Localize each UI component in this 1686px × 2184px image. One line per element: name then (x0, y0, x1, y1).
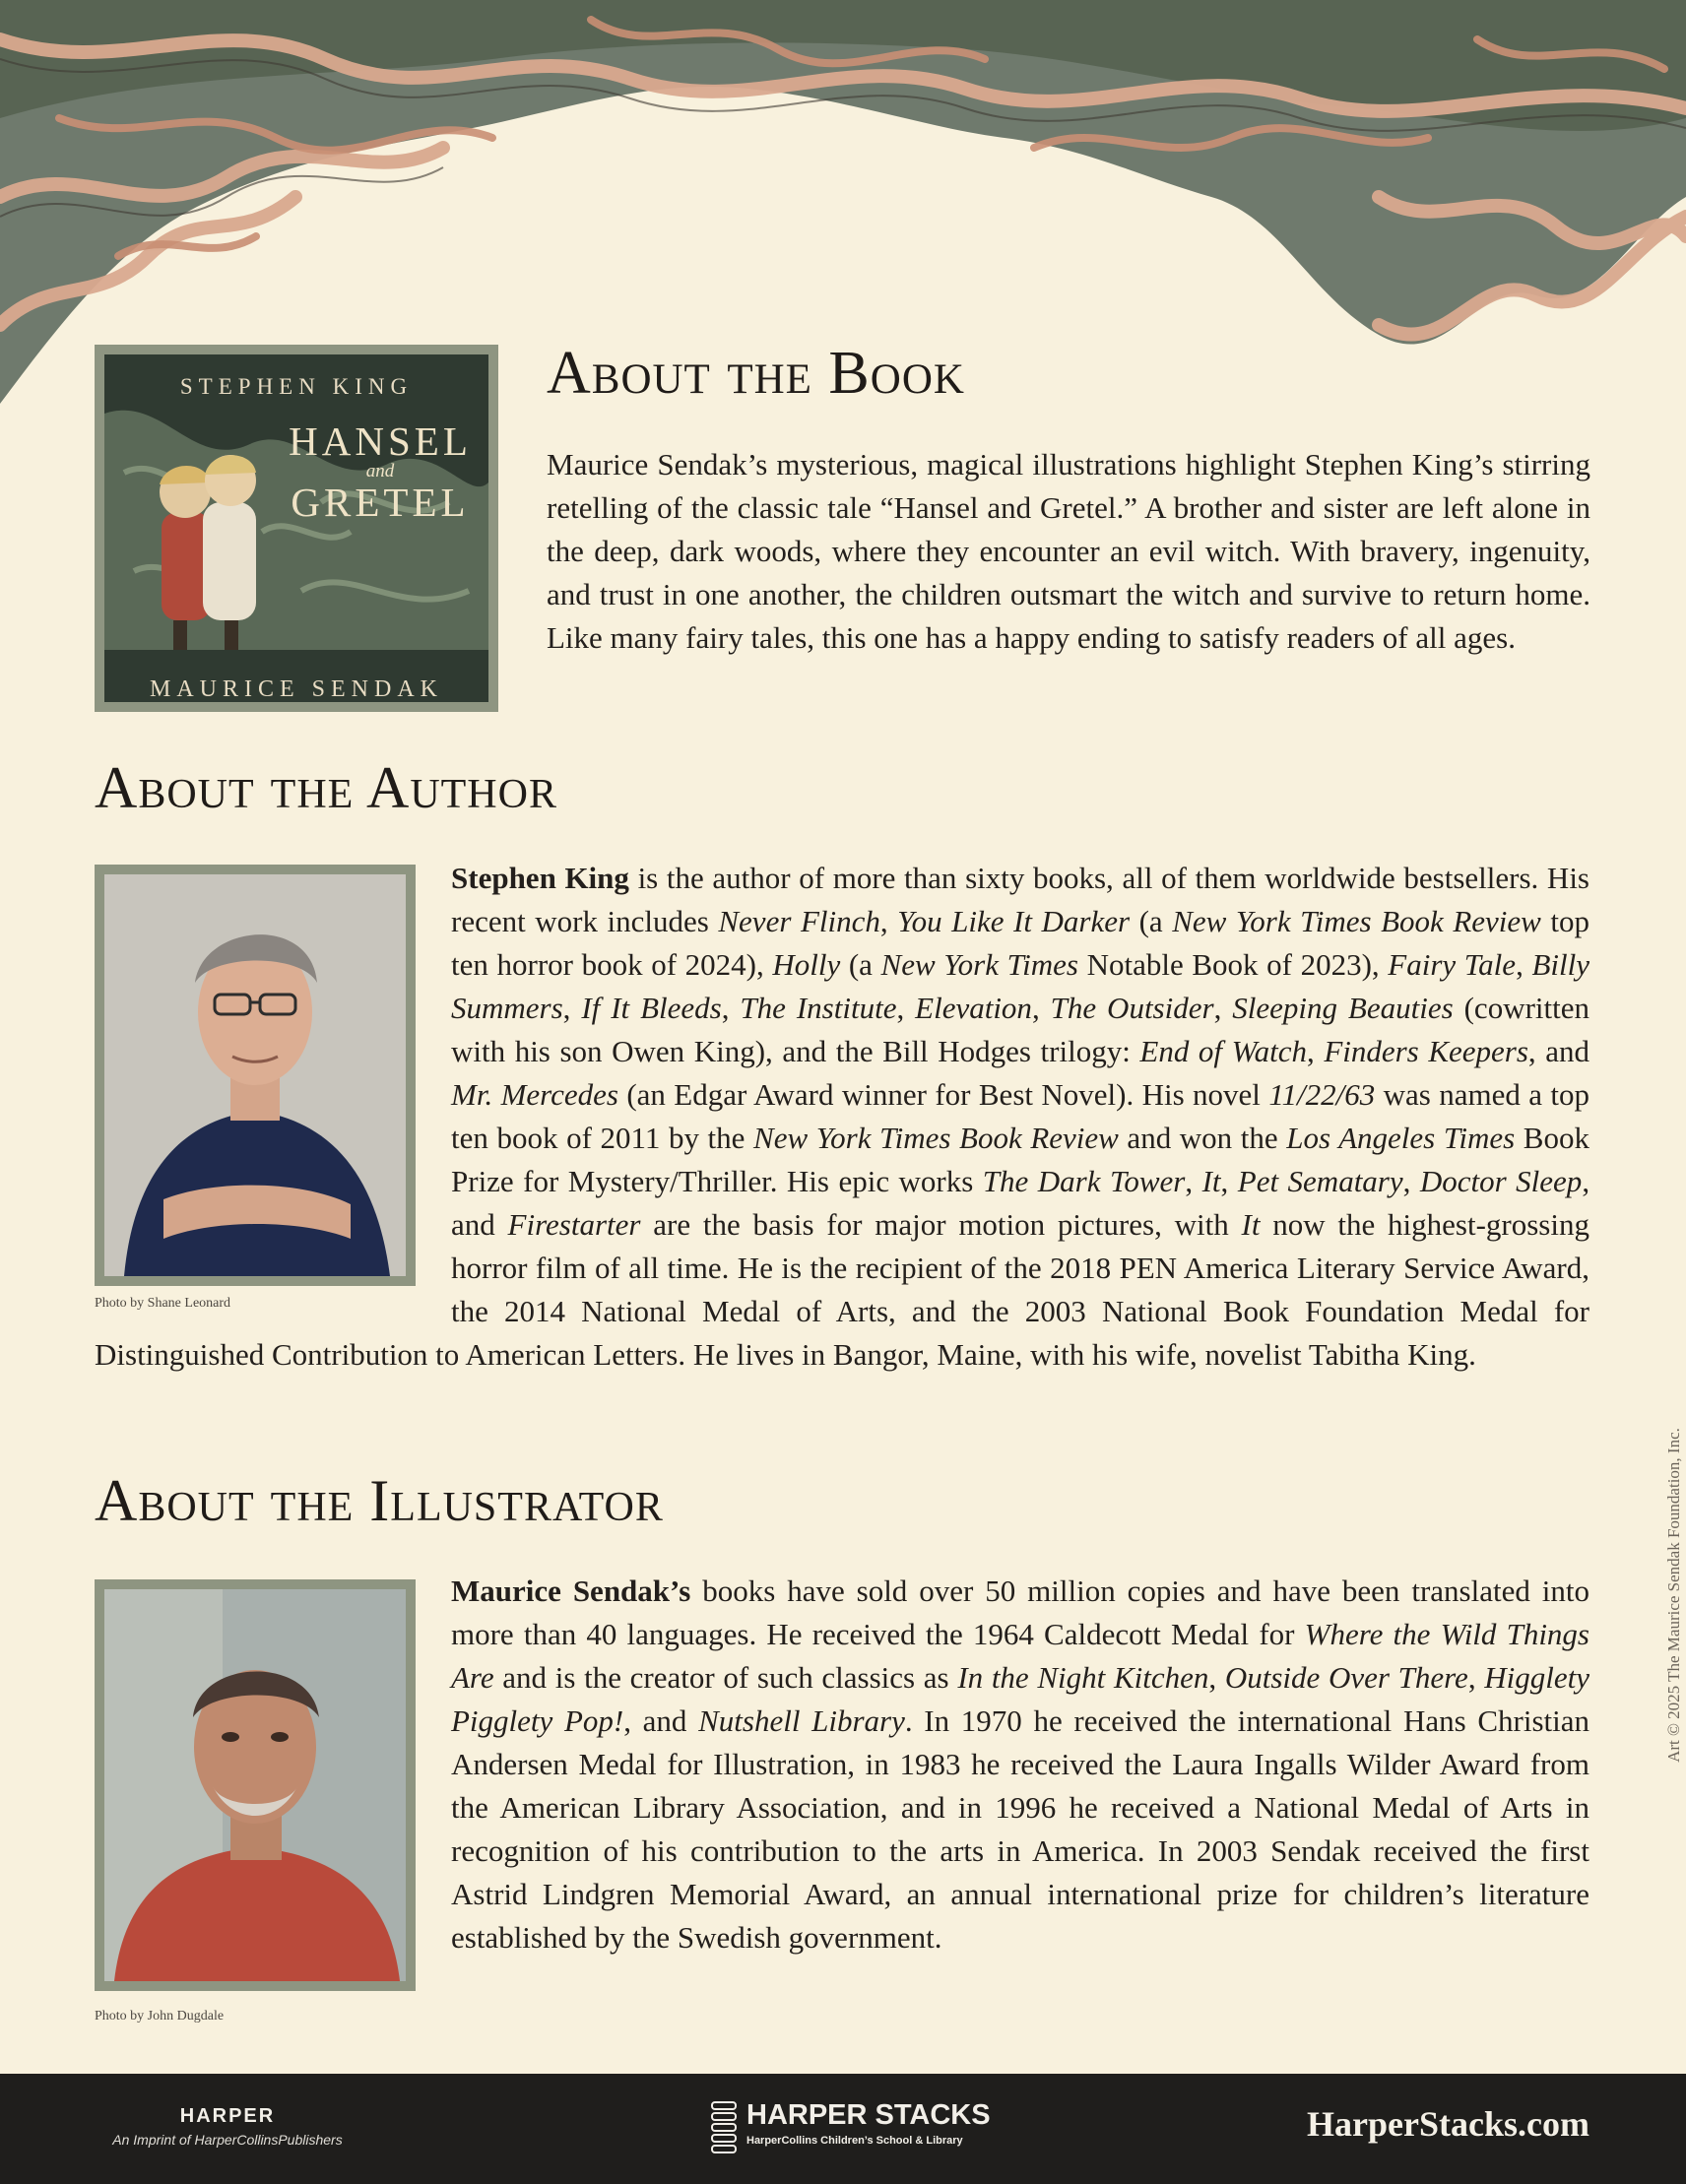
cover-title (267, 419, 493, 524)
cover-title-line-3: GRETEL (291, 480, 470, 525)
about-illustrator-paragraph (95, 1570, 1589, 2032)
about-illustrator-heading: About the Illustrator (95, 1468, 664, 1533)
book-cover (95, 345, 498, 712)
harper-wordmark: HARPER (179, 2105, 276, 2127)
about-book-heading: About the Book (547, 340, 965, 407)
art-copyright: Art © 2025 The Maurice Sendak Foundation, Inc. (1664, 1428, 1683, 1763)
cover-author-name: STEPHEN KING (179, 374, 414, 399)
author-name: Stephen King (451, 861, 629, 895)
illustrator-name: Maurice Sendak’s (451, 1574, 691, 1608)
cover-title-line-2: and (365, 461, 395, 482)
harper-stacks-wordmark: HARPER STACKS (746, 2099, 991, 2131)
website-link[interactable]: HarperStacks.com (1307, 2104, 1589, 2144)
illustrator-bio: books have sold over 50 million copies and have been translated into more than 40 languages. He received the 1964 Caldecott Medal for Where the Wild Things Are and is the creator of such classics as In the Night Kitchen, Outside Over There, Higglety Pigglety Pop!, and Nutshell Library. In 1970 he received the international Hans Christian Andersen Medal for Illustration, in 1983 he received the Laura Ingalls Wilder Award from the American Library Association, and in 1996 he received a National Medal of Arts in recognition of his contribution to the arts in America. In 2003 Sendak received the first Astrid Lindgren Memorial Award, an annual international prize for children’s literature established by the Swedish government. (451, 1574, 1589, 1955)
book-stack-icon (711, 2101, 737, 2151)
harper-logo[interactable] (95, 2105, 360, 2148)
harper-stacks-subtitle: HarperCollins Children’s School & Library (746, 2135, 963, 2147)
illustrator-photo-credit: Photo by John Dugdale (95, 2009, 225, 2023)
cover-illustration (104, 354, 488, 702)
about-author-heading: About the Author (95, 755, 557, 820)
about-author-paragraph (95, 857, 1589, 1377)
about-book-paragraph: Maurice Sendak’s mysterious, magical illustrations highlight Stephen King’s stirring retelling of the classic tale “Hansel and Gretel.” A brother and sister are left alone in the deep, dark woods, where they encounter an evil witch. With bravery, ingenuity, and trust in one another, the children outsmart the witch and survive to return home. Like many fairy tales, this one has a happy ending to satisfy readers of all ages. (547, 447, 1590, 655)
footer-bar (0, 2074, 1686, 2184)
cover-illustrator-name: MAURICE SENDAK (149, 676, 443, 702)
cover-title-line-1: HANSEL (289, 418, 472, 464)
author-photo-credit: Photo by Shane Leonard (95, 1296, 231, 1311)
imprint-line: An Imprint of HarperCollinsPublishers (112, 2132, 343, 2148)
author-bio: is the author of more than sixty books, all of them worldwide bestsellers. His recent work includes Never Flinch, You Like It Darker (a New York Times Book Review top ten horror book of 2024), Holly (a New York Times Notable Book of 2023), Fairy Tale, Billy Summers, If It Bleeds, The Institute, Elevation, The Outsider, Sleeping Beauties (cowritten with his son Owen King), and the Bill Hodges trilogy: End of Watch, Finders Keepers, and Mr. Mercedes (an Edgar Award winner for Best Novel). His novel 11/22/63 was named a top ten book of 2011 by the New York Times Book Review and won the Los Angeles Times Book Prize for Mystery/Thriller. His epic works The Dark Tower, It, Pet Sematary, Doctor Sleep, and Firestarter are the basis for major motion pictures, with It now the highest-grossing horror film of all time. He is the recipient of the 2018 PEN America Literary Service Award, the 2014 National Medal of Arts, and the 2003 National Book Foundation Medal for Distinguished Contribution to American Letters. He lives in Bangor, Maine, with his wife, novelist Tabitha King. (95, 861, 1590, 1372)
